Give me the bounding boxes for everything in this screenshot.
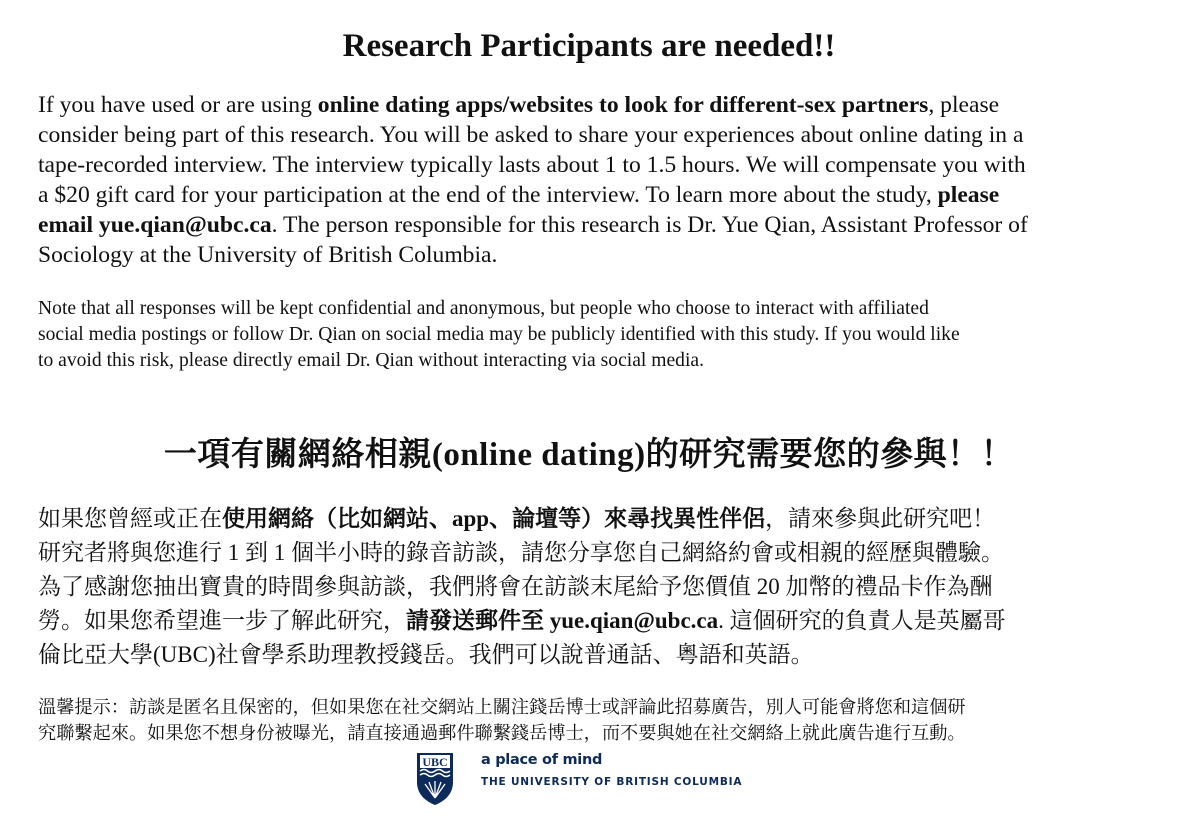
english-paragraph-line bbox=[38, 182, 999, 209]
text: to avoid this risk, please directly email Dr. Qian without interacting via social media. bbox=[38, 350, 705, 371]
english-note-line bbox=[38, 298, 929, 320]
text: ，請來參與此研究吧！ bbox=[765, 506, 996, 531]
chinese-title: 一項有關網絡相親(online dating)的研究需要您的參與！！ bbox=[163, 437, 1015, 473]
text: consider being part of this research. You will be asked to share your experiences about online dating in a bbox=[38, 122, 1024, 148]
bold-text: 使用網絡（比如網站、app、論壇等）來尋找異性伴侶 bbox=[222, 506, 766, 531]
english-note-line bbox=[38, 350, 704, 372]
text: 為了感謝您抽出寶貴的時間參與訪談，我們將會在訪談末尾給予您價值 20 加幣的禮品卡作為酬 bbox=[38, 574, 993, 599]
text: 研究者將與您進行 1 到 1 個半小時的錄音訪談，請您分享您自己網絡約會或相親的經歷與體驗。 bbox=[38, 540, 1004, 565]
ubc-shield-icon bbox=[415, 752, 455, 806]
text: 倫比亞大學(UBC)社會學系助理教授錢岳。我們可以說普通話、粵語和英語。 bbox=[38, 642, 814, 667]
chinese-paragraph-line bbox=[38, 602, 1006, 635]
text: . 這個研究的負責人是英屬哥 bbox=[718, 608, 1006, 633]
text: 如果您曾經或正在 bbox=[38, 506, 222, 531]
bold-text: 請發送郵件至 yue.qian@ubc.ca bbox=[406, 608, 719, 633]
bold-text: online dating apps/websites to look for different-sex partners bbox=[317, 92, 929, 118]
text: 溫馨提示：訪談是匿名且保密的，但如果您在社交網站上關注錢岳博士或評論此招募廣告，別人可能會將您和這個研 bbox=[38, 697, 966, 717]
bold-text: please bbox=[937, 182, 1000, 208]
english-paragraph-line bbox=[38, 152, 1026, 179]
text: , please bbox=[928, 92, 1000, 118]
chinese-paragraph-line bbox=[38, 636, 814, 669]
text: a $20 gift card for your participation at the end of the interview. To learn more about the study, bbox=[38, 182, 938, 208]
text: . The person responsible for this research is Dr. Yue Qian, Assistant Professor of bbox=[271, 212, 1028, 238]
text: Note that all responses will be kept confidential and anonymous, but people who choose to interact with affiliated bbox=[38, 298, 929, 319]
english-paragraph-line bbox=[38, 242, 497, 269]
logo-university-name: THE UNIVERSITY OF BRITISH COLUMBIA bbox=[481, 776, 743, 788]
page-title: Research Participants are needed!! bbox=[342, 28, 836, 64]
chinese-note-line bbox=[38, 693, 966, 719]
text: social media postings or follow Dr. Qian on social media may be publicly identified with this study. If you would like bbox=[38, 324, 960, 345]
text: Sociology at the University of British Columbia. bbox=[38, 242, 498, 268]
english-paragraph-line bbox=[38, 122, 1023, 149]
text: 究聯繫起來。如果您不想身份被曝光，請直接通過郵件聯繫錢岳博士，而不要與她在社交網絡上就此廣告進行互動。 bbox=[38, 723, 966, 743]
chinese-paragraph-line bbox=[38, 500, 995, 533]
chinese-note-line bbox=[38, 719, 966, 745]
logo-tagline: a place of mind bbox=[481, 752, 603, 768]
bold-text: email yue.qian@ubc.ca bbox=[38, 212, 272, 238]
text: If you have used or are using bbox=[38, 92, 318, 118]
ubc-logo bbox=[415, 752, 775, 808]
svg-text:UBC: UBC bbox=[422, 755, 448, 769]
english-paragraph-line bbox=[38, 212, 1028, 239]
chinese-paragraph-line bbox=[38, 568, 993, 601]
text: 勞。如果您希望進一步了解此研究， bbox=[38, 608, 406, 633]
english-paragraph-line bbox=[38, 92, 999, 119]
chinese-paragraph-line bbox=[38, 534, 1004, 567]
text: tape-recorded interview. The interview typically lasts about 1 to 1.5 hours. We will compensate you with bbox=[38, 152, 1026, 178]
english-note-line bbox=[38, 324, 960, 346]
